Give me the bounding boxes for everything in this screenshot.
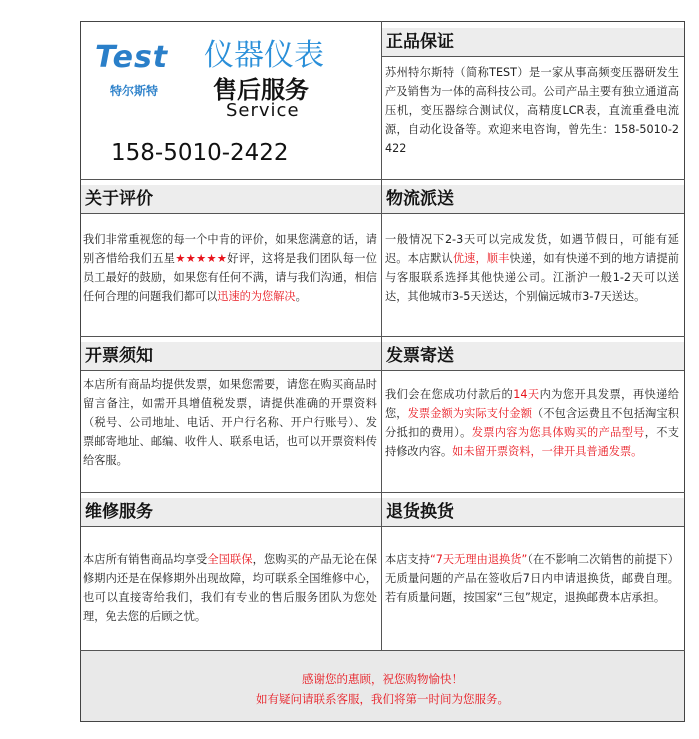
review-text-part: 好评，这将是我们团队每一位员工最好的鼓励，如果您有任何不满，请与我们沟通，相信任何合理的问题我们都可以 — [83, 252, 377, 303]
footer-contact: 如有疑问请联系客服，我们将第一时间为您服务。 — [256, 692, 509, 706]
invoice-mail-highlight: 发票内容为您具体购买的产品型号 — [471, 426, 645, 439]
returns-highlight: “7天无理由退换货” — [429, 553, 528, 566]
logistics-highlight: 优速，顺丰 — [452, 252, 510, 265]
five-stars: ★★★★★ — [175, 252, 228, 265]
repair-highlight: 全国联保 — [207, 553, 253, 566]
brand-title: 仪器仪表 — [204, 38, 324, 73]
review-text — [83, 230, 377, 306]
invoice-mail-part: （不包含运费且不包括淘宝积分抵扣的费用）。 — [385, 407, 679, 439]
review-text-part: 我们非常重视您的每一个中肯的评价，如果您满意的话，请别吝惜给我们五星 — [83, 233, 377, 265]
repair-text-part: 本店所有销售商品均享受 — [83, 553, 208, 566]
review-text-part: 。 — [295, 290, 307, 303]
invoice-notice-text: 本店所有商品均提供发票，如果您需要，请您在购买商品时留言备注，如需开具增值税发票，请提供准确的开票资料（税号、公司地址、电话、开户行名称、开户行账号）、发票邮寄地址、邮编、收件人、联系电话，也可以开票资料传给客服。 — [83, 378, 377, 467]
genuine-title: 正品保证 — [382, 28, 684, 57]
repair-text — [83, 550, 377, 626]
phone-number: 158-5010-2422 — [111, 140, 289, 166]
row-divider — [80, 492, 685, 493]
invoice-mail-highlight: 14天 — [513, 388, 540, 401]
footer-thanks: 感谢您的惠顾，祝您购物愉快！ — [302, 672, 463, 686]
returns-text — [385, 550, 679, 607]
invoice-mail-highlight: 发票金额为实际支付金额 — [407, 407, 533, 420]
returns-text-part: （在不影响二次销售的前提下）无质量问题的产品在签收后7日内申请退换货，邮费自理。若有质量问题，按国家“三包”规定，退换邮费本店承担。 — [385, 553, 679, 604]
invoice-mail-title: 发票寄送 — [382, 342, 684, 371]
review-title: 关于评价 — [81, 185, 381, 214]
invoice-notice-title: 开票须知 — [81, 342, 381, 371]
repair-title: 维修服务 — [81, 498, 381, 527]
logistics-text — [385, 230, 679, 306]
logistics-text-part: 一般情况下2-3天可以完成发货，如遇节假日，可能有延迟。本店默认 — [385, 233, 679, 265]
review-highlight: 迅速的为您解决 — [217, 290, 296, 303]
repair-text-part: ，您购买的产品无论在保修期内还是在保修期外出现故障，均可联系全国维修中心，也可以直接寄给我们，我们有专业的售后服务团队为您处理，免去您的后顾之忧。 — [83, 553, 377, 623]
genuine-text: 苏州特尔斯特（简称TEST）是一家从事高频变压器研发生产及销售为一体的高科技公司。公司产品主要有独立通道高压机，变压器综合测试仪，高精度LCR表，直流重叠电流源，自动化设备等。欢迎来电咨询，曾先生：158-5010-2422 — [385, 66, 679, 155]
invoice-mail-part: 我们会在您成功付款后的 — [385, 388, 514, 401]
logistics-title: 物流派送 — [382, 185, 684, 214]
row-divider — [80, 179, 685, 180]
invoice-mail-highlight: 如未留开票资料，一律开具普通发票。 — [452, 445, 643, 458]
returns-title: 退货换货 — [382, 498, 684, 527]
returns-text-part: 本店支持 — [385, 553, 430, 566]
invoice-mail-text — [385, 385, 679, 461]
invoice-mail-part: 内为您开具发票，再快递给您， — [385, 388, 679, 420]
brand-subtitle: 售后服务 — [213, 76, 309, 104]
row-divider — [80, 336, 685, 337]
logistics-text-part: 快递，如有快递不到的地方请提前与客服联系选择其他快递公司。江浙沪一般1-2天可以送达，其他城市3-5天送达，个别偏远城市3-7天送达。 — [385, 252, 679, 303]
test-logo: Test — [95, 40, 169, 75]
invoice-mail-part: ，不支持修改内容。 — [385, 426, 679, 458]
brand-service: Service — [226, 100, 300, 121]
footer — [81, 651, 684, 721]
company-short-name: 特尔斯特 — [110, 84, 159, 98]
